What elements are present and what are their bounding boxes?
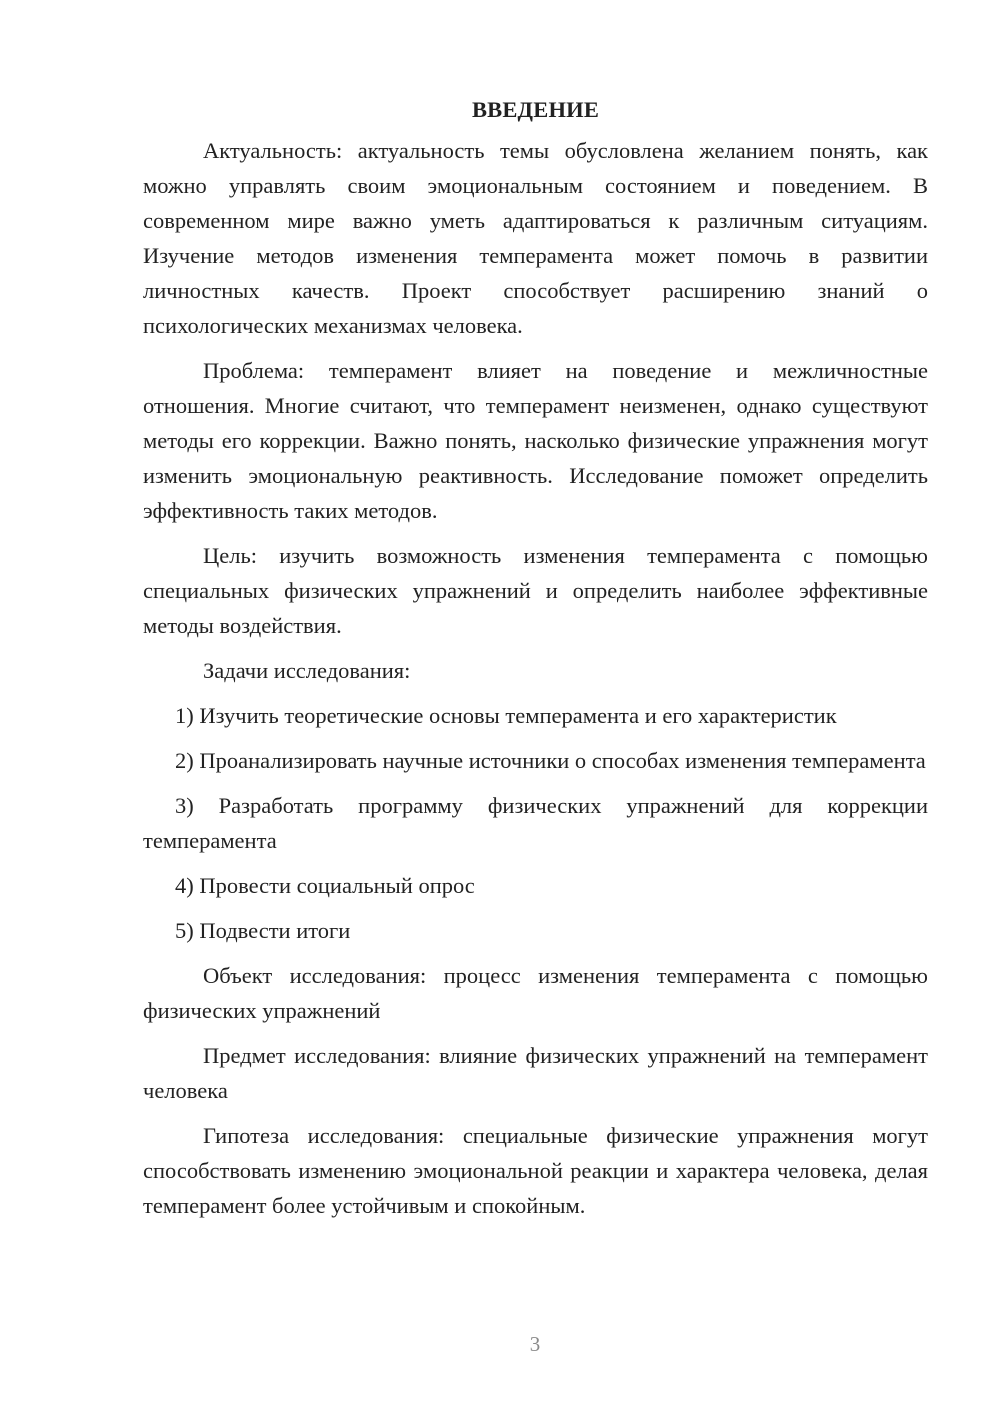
paragraph-tasks-heading: Задачи исследования: <box>203 658 411 683</box>
task-item: 4) Провести социальный опрос <box>175 873 475 898</box>
task-item: 5) Подвести итоги <box>175 918 351 943</box>
task-item: 1) Изучить теоретические основы темперамента и его характеристик <box>175 703 837 728</box>
paragraph-object: Объект исследования: процесс изменения темперамента с помощью физических упражнений <box>143 963 928 1023</box>
page-number: 3 <box>529 1332 541 1356</box>
paragraph-hypothesis: Гипотеза исследования: специальные физические упражнения могут способствовать изменению эмоциональной реакции и характера человека, делая темперамент более устойчивым и спокойным. <box>143 1123 928 1218</box>
paragraph-subject: Предмет исследования: влияние физических упражнений на темперамент человека <box>143 1043 928 1103</box>
paragraph-goal: Цель: изучить возможность изменения темперамента с помощью специальных физических упражнений и определить наиболее эффективные методы воздействия. <box>143 543 928 638</box>
document-body <box>143 92 928 1233</box>
task-item: 3) Разработать программу физических упражнений для коррекции темперамента <box>143 793 928 853</box>
section-title: ВВЕДЕНИЕ <box>471 97 600 122</box>
paragraph-problem: Проблема: темперамент влияет на поведение и межличностные отношения. Многие считают, что темперамент неизменен, однако существуют методы его коррекции. Важно понять, насколько физические упражнения могут изменить эмоциональную реактивность. Исследование поможет определить эффективность таких методов. <box>143 358 928 523</box>
paragraph-relevance: Актуальность: актуальность темы обусловлена желанием понять, как можно управлять своим эмоциональным состоянием и поведением. В современном мире важно уметь адаптироваться к различным ситуациям. Изучение методов изменения темперамента может помочь в развитии личностных качеств. Проект способствует расширению знаний о психологических механизмах человека. <box>143 138 928 338</box>
task-item: 2) Проанализировать научные источники о способах изменения темперамента <box>175 748 926 773</box>
